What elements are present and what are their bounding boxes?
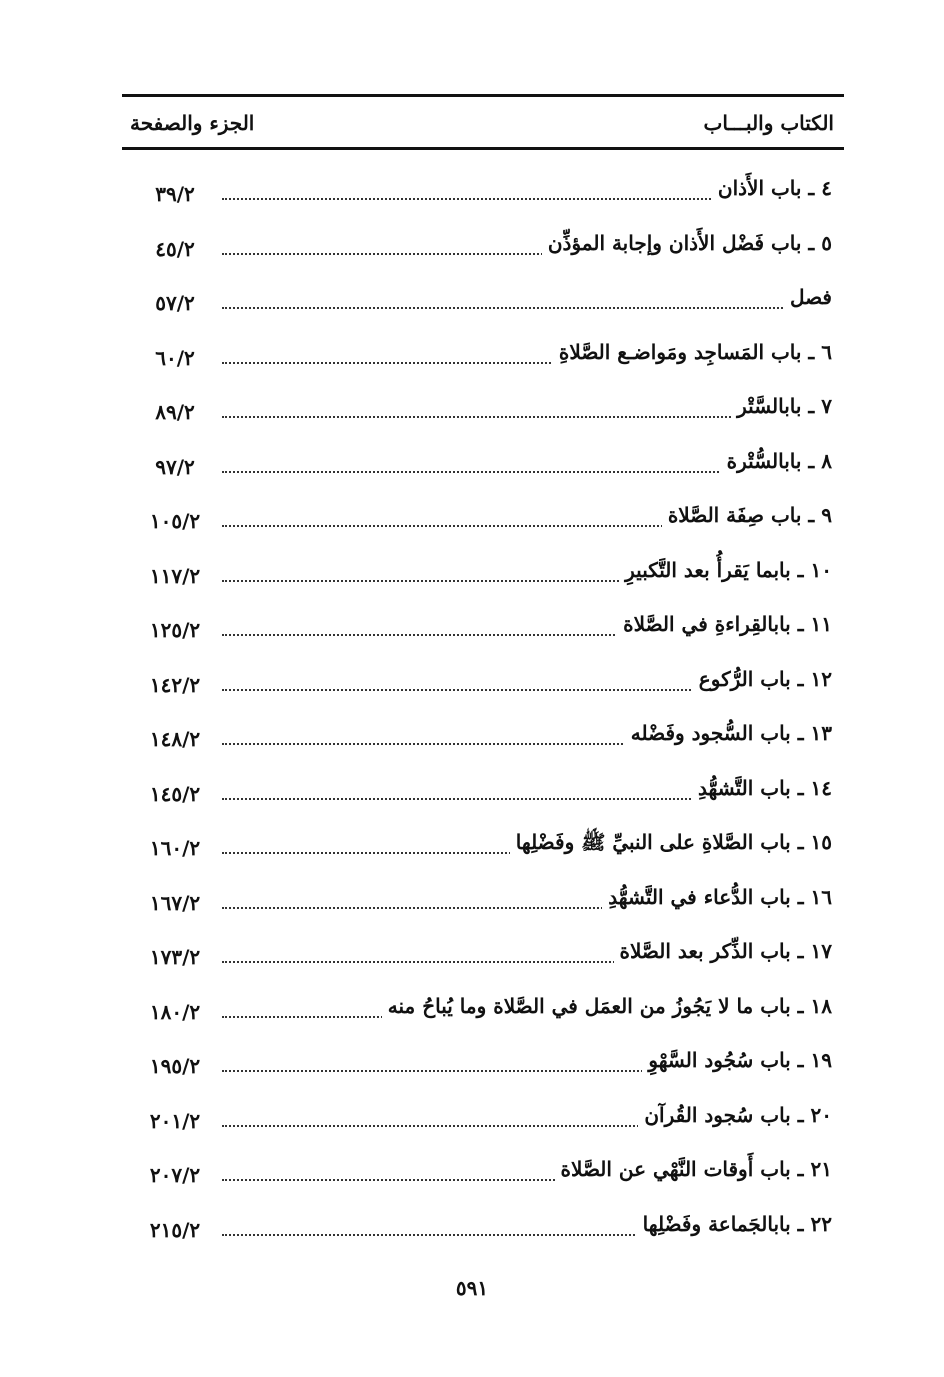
toc-entry-page: ٩٧/٢ <box>155 454 195 479</box>
toc-row <box>122 768 844 823</box>
toc-entry-title: ١٣ ـ باب السُّجود وفَضْله <box>625 721 832 745</box>
header-volume-page-label: الجزء والصفحة <box>130 111 255 135</box>
toc-entry-title: ٧ ـ بابالسَّتْر <box>731 394 832 418</box>
toc-row <box>122 332 844 387</box>
toc-row <box>122 277 844 332</box>
toc-entry-page: ١١٧/٢ <box>149 563 201 588</box>
toc-entry-page: ٢١٥/٢ <box>149 1217 201 1242</box>
toc-entry-page: ١٤٨/٢ <box>149 727 201 751</box>
toc-row <box>122 604 844 659</box>
toc-row <box>122 1095 844 1150</box>
toc-entry-title: ١٤ ـ باب التَّشهُّدِ <box>692 776 832 800</box>
toc-row <box>122 550 844 605</box>
toc-entry-title: ٢١ ـ باب أَوقات النَّهْي عن الصَّلاة <box>555 1157 832 1181</box>
toc-row <box>122 931 844 986</box>
toc-entry-title: ٥ ـ باب فَضْل الأَذان وإجابة المؤذِّن <box>542 231 832 255</box>
toc-entry-title: ١٦ ـ باب الدُّعاء في التَّشهُّدِ <box>602 885 832 909</box>
toc-entry-page: ١٤٥/٢ <box>149 781 201 806</box>
toc-row <box>122 1040 844 1095</box>
toc-entry-page: ١٤٢/٢ <box>149 672 201 697</box>
toc-row <box>122 1204 844 1259</box>
toc-entry-title: ٤ ـ باب الأَذان <box>712 176 832 200</box>
toc-entry-title: ٢٠ ـ باب سُجود القُرآن <box>638 1103 832 1127</box>
toc-entry-page: ٨٩/٢ <box>155 400 195 424</box>
toc-entry-page: ١٨٠/٢ <box>149 999 201 1024</box>
toc-entry-title: ١٧ ـ باب الذِّكر بعد الصَّلاة <box>614 939 832 963</box>
toc-row <box>122 1149 844 1204</box>
toc-entry-page: ٢٠١/٢ <box>149 1108 201 1133</box>
toc-entry-page: ٦٠/٢ <box>155 345 195 370</box>
toc-entry-page: ٣٩/٢ <box>155 182 195 206</box>
toc-entry-page: ١٩٥/٢ <box>149 1054 201 1078</box>
table-header <box>122 94 844 150</box>
toc-row <box>122 822 844 877</box>
toc-row <box>122 659 844 714</box>
toc-row <box>122 713 844 768</box>
toc-entry-title: فصل <box>784 285 832 309</box>
toc-entry-title: ١٠ ـ بابما يَقرأُ بعد التَّكبيرِ <box>619 558 832 582</box>
toc-entry-title: ١٩ ـ باب سُجُود السَّهْوِ <box>642 1048 832 1072</box>
dot-leader <box>222 307 830 309</box>
page-number: ٥٩١ <box>455 1276 489 1300</box>
toc-row <box>122 168 844 223</box>
toc-row <box>122 495 844 550</box>
toc-entry-title: ١٨ ـ باب ما لا يَجُوزُ من العمَل في الصَّلاة وما يُباحُ منه <box>382 994 832 1018</box>
toc-entry-title: ٢٢ ـ بابالجَماعة وفَضْلِها <box>637 1212 832 1236</box>
toc-row <box>122 223 844 278</box>
toc-entry-page: ١٢٥/٢ <box>149 618 201 642</box>
toc-entry-title: ٨ ـ بابالسُّتْرة <box>721 449 832 473</box>
toc-entry-page: ٤٥/٢ <box>155 236 195 261</box>
toc-entry-page: ١٦٠/٢ <box>149 836 201 860</box>
toc-entry-page: ١٧٣/٢ <box>149 945 201 969</box>
header-book-chapter-label: الكتاب والبـــاب <box>703 111 834 135</box>
toc-entry-title: ٦ ـ باب المَساجِد ومَواضـع الصَّلاةِ <box>553 340 832 364</box>
toc-row <box>122 441 844 496</box>
toc-entry-page: ١٦٧/٢ <box>149 890 201 915</box>
toc-entry-page: ١٠٥/٢ <box>149 509 201 533</box>
toc-entry-title: ١٢ ـ باب الرُّكوع <box>693 667 832 691</box>
toc-row <box>122 386 844 441</box>
toc-entry-title: ٩ ـ باب صِفَة الصَّلاة <box>662 503 832 527</box>
toc-entry-title: ١٥ ـ باب الصَّلاةِ على النبيِّ ﷺ وفَضْلِها <box>510 830 832 859</box>
toc-entry-page: ٥٧/٢ <box>155 291 195 315</box>
toc-row <box>122 986 844 1041</box>
table-of-contents <box>122 168 844 1258</box>
toc-entry-page: ٢٠٧/٢ <box>149 1163 201 1187</box>
toc-entry-title: ١١ ـ بابالقِراءةِ في الصَّلاة <box>617 612 832 636</box>
toc-row <box>122 877 844 932</box>
